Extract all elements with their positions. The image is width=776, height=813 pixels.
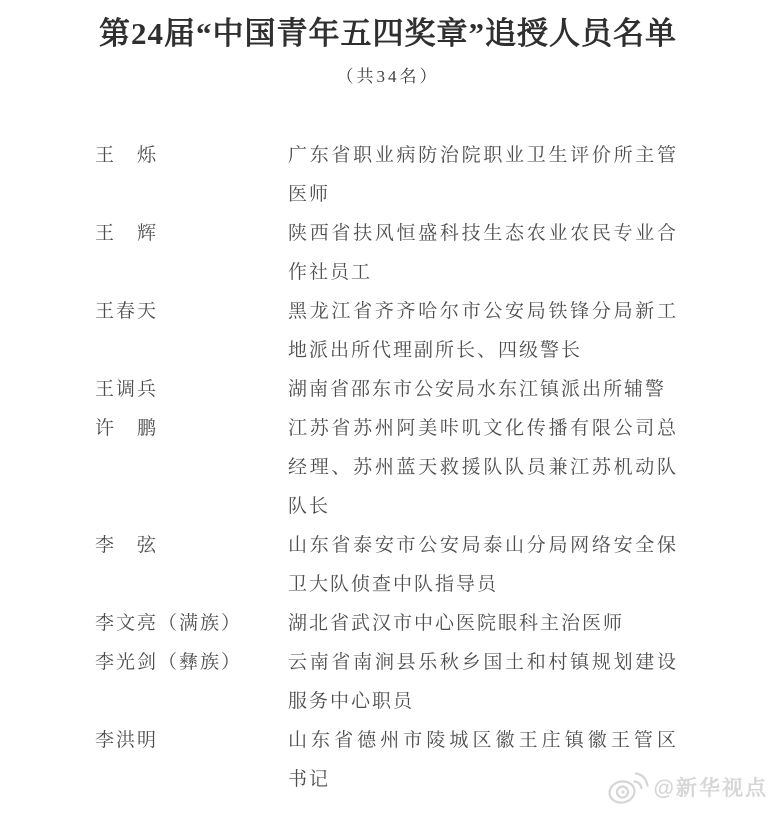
recipient-description-line: 卫大队侦查中队指导员 [288,574,499,595]
recipient-name: 王 辉 [95,223,159,244]
list-item [95,214,678,292]
recipient-description-line: 江苏省苏州阿美咔叽文化传播有限公司总 [288,418,678,439]
recipient-name: 王调兵 [95,379,159,400]
recipient-description-line: 云南省南涧县乐秋乡国土和村镇规划建设 [288,652,678,673]
list-item [95,370,678,409]
recipient-description-line: 黑龙江省齐齐哈尔市公安局铁锋分局新工 [288,301,678,322]
recipient-description-line: 医师 [288,184,331,205]
recipient-description-line: 队长 [288,496,331,517]
recipient-description [288,526,678,604]
recipient-description-line: 山东省泰安市公安局泰山分局网络安全保 [288,535,678,556]
recipient-description [288,214,678,292]
recipient-description-line: 地派出所代理副所长、四级警长 [288,340,583,361]
recipient-description-line: 服务中心职员 [288,691,415,712]
recipient-description [288,370,678,409]
list-item [95,526,678,604]
recipient-name: 李光剑（彝族） [95,652,243,673]
recipient-name: 李文亮（满族） [95,613,243,634]
recipient-list [95,136,678,799]
recipient-name: 李 弦 [95,535,159,556]
recipient-description [288,292,678,370]
weibo-icon [607,769,649,805]
watermark-handle: @新华视点 [653,777,768,800]
recipient-description-line: 广东省职业病防治院职业卫生评价所主管 [288,145,678,166]
list-item [95,292,678,370]
recipient-description-line: 经理、苏州蓝天救援队队员兼江苏机动队 [288,457,678,478]
recipient-description-line: 湖南省邵东市公安局水东江镇派出所辅警 [288,379,667,400]
watermark [607,769,768,805]
recipient-description-line: 书记 [288,769,331,790]
recipient-description [288,604,678,643]
recipient-description [288,409,678,526]
recipient-name: 王春天 [95,301,159,322]
recipient-description [288,136,678,214]
list-item [95,409,678,526]
recipient-name: 李洪明 [95,730,159,751]
recipient-description-line: 山东省德州市陵城区徽王庄镇徽王管区 [288,730,678,751]
list-item [95,604,678,643]
list-item [95,643,678,721]
recipient-description [288,643,678,721]
recipient-description-line: 陕西省扶风恒盛科技生态农业农民专业合 [288,223,678,244]
page-subtitle: （共34名） [336,67,440,86]
list-item [95,136,678,214]
list-item [95,721,678,799]
recipient-name: 许 鹏 [95,418,159,439]
recipient-description-line: 湖北省武汉市中心医院眼科主治医师 [288,613,625,634]
recipient-name: 王 烁 [95,145,159,166]
recipient-description-line: 作社员工 [288,262,373,283]
page-title: 第24届“中国青年五四奖章”追授人员名单 [99,16,677,51]
